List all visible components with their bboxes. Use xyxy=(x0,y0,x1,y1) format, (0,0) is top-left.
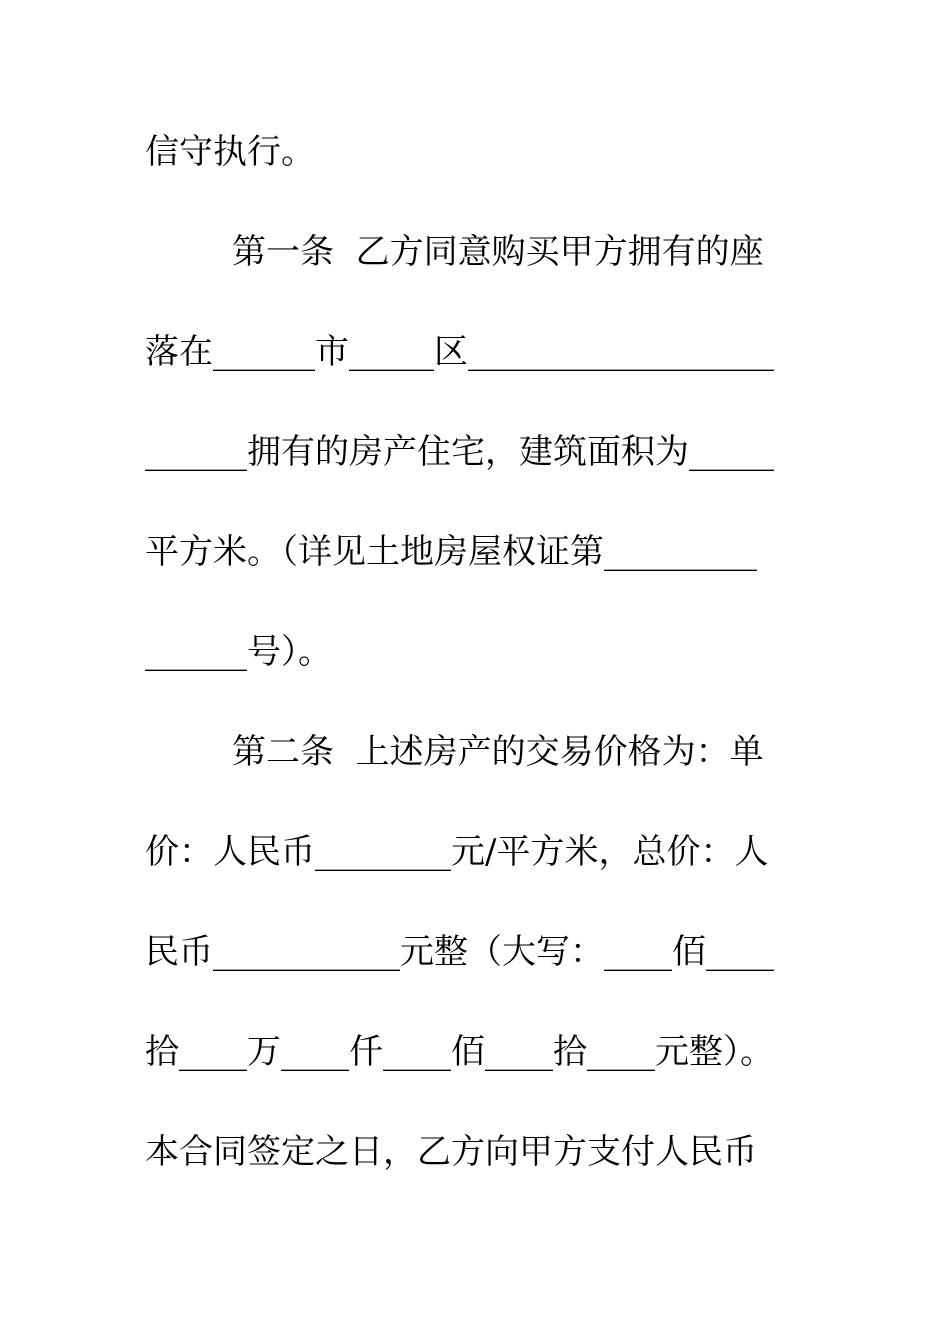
article-1-heading-line: 第一条 乙方同意购买甲方拥有的座 xyxy=(232,232,764,272)
text-line-3: 落在______市_____区__________________ xyxy=(145,332,774,372)
article-2-heading-line: 第二条 上述房产的交易价格为：单 xyxy=(232,732,764,772)
text-line-8: 价：人民币________元/平方米，总价：人 xyxy=(145,832,769,872)
text-line-11: 本合同签定之日，乙方向甲方支付人民币 xyxy=(145,1132,757,1172)
text-line-6: ______号）。 xyxy=(145,632,332,672)
text-line-5: 平方米。（详见土地房屋权证第_________ xyxy=(145,532,757,572)
text-line-4: ______拥有的房产住宅，建筑面积为_____ xyxy=(145,432,774,472)
text-line-1: 信守执行。 xyxy=(145,132,315,172)
text-line-10: 拾____万____仟____佰____拾____元整）。 xyxy=(145,1032,774,1072)
text-line-9: 民币___________元整（大写：____佰____ xyxy=(145,932,774,972)
